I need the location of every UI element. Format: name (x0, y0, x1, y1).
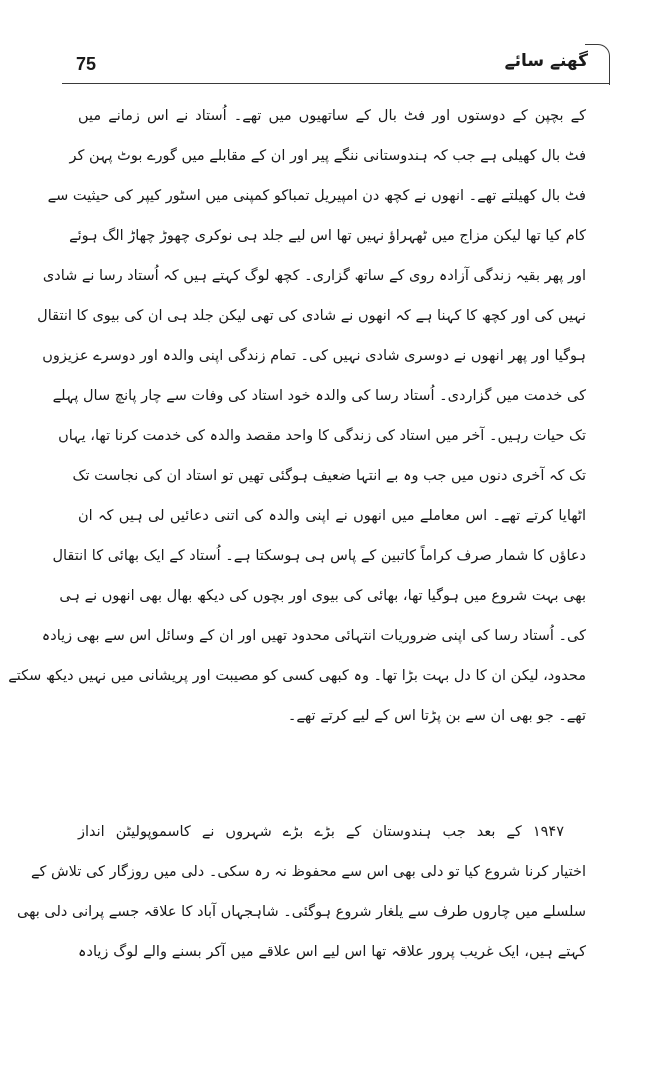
paragraph-1 (8, 96, 586, 736)
text-line: کے بچپن کے دوستوں اور فٹ بال کے ساتھیوں میں تھے۔ اُستاد نے اس زمانے میں (78, 108, 586, 124)
header-rule (62, 83, 610, 84)
text-line: فٹ بال کھیلتے تھے۔ انھوں نے کچھ دن امپیریل تمباکو کمپنی میں اسٹور کیپر کی حیثیت سے (47, 188, 586, 204)
text-line: ہوگیا اور پھر انھوں نے دوسری شادی نہیں کی۔ تمام زندگی اپنی والدہ اور دوسرے عزیزوں (42, 348, 586, 364)
page-header (62, 44, 610, 84)
paragraph-2 (17, 812, 586, 982)
header-flourish (585, 44, 610, 85)
running-title: گھنے سائے (504, 51, 588, 71)
text-line: کام کیا تھا لیکن مزاج میں ٹھہراؤ نہیں تھا اس لیے جلد ہی نوکری چھوڑ چھاڑ الگ ہوئے (69, 228, 586, 244)
text-line: کہتے ہیں، ایک غریب پرور علاقہ تھا اس لیے اس علاقے میں آکر بسنے والے لوگ زیادہ (78, 944, 586, 960)
text-line: اٹھایا کرتے تھے۔ اس معاملے میں انھوں نے اپنی والدہ کی اتنی دعائیں لی ہیں کہ ان (78, 508, 586, 524)
text-line: محدود، لیکن ان کا دل بہت بڑا تھا۔ وہ کبھی کسی کو مصیبت اور پریشانی میں نہیں دیکھ سکتے (8, 668, 586, 684)
text-line: سلسلے میں چاروں طرف سے یلغار شروع ہوگئی۔ شاہجہاں آباد کا علاقہ جسے پرانی دلی بھی (17, 904, 586, 920)
text-line: ۱۹۴۷ کے بعد جب ہندوستان کے بڑے بڑے شہروں نے کاسموپولیٹن انداز (78, 824, 564, 840)
text-line: تھے۔ جو بھی ان سے بن پڑتا اس کے لیے کرتے تھے۔ (287, 708, 586, 724)
text-line: کی۔ اُستاد رسا کی اپنی ضروریات انتہائی محدود تھیں اور ان کے وسائل اس سے بھی زیادہ (41, 628, 586, 644)
text-line: بھی بہت شروع میں ہوگیا تھا، بھائی کی بیوی اور بچوں کی دیکھ بھال بھی انھوں نے ہی (59, 588, 586, 604)
text-line: اختیار کرنا شروع کیا تو دلی بھی اس سے محفوظ نہ رہ سکی۔ دلی میں روزگار کی تلاش کے (30, 864, 586, 880)
text-line: کی خدمت میں گزاردی۔ اُستاد رسا کی والدہ خود استاد کی وفات سے چار پانچ سال پہلے (52, 388, 586, 404)
text-line: فٹ بال کھیلی ہے جب کہ ہندوستانی ننگے پیر اور ان کے مقابلے میں گورے بوٹ پہن کر (69, 148, 586, 164)
text-line: تک کہ آخری دنوں میں جب وہ بے انتہا ضعیف ہوگئی تھیں تو استاد ان کی نجاست تک (72, 468, 586, 484)
text-line: دعاؤں کا شمار صرف کراماً کاتبین کے پاس ہی ہوسکتا ہے۔ اُستاد کے ایک بھائی کا انتقال (52, 548, 586, 564)
page-number: 75 (76, 54, 97, 74)
text-line: اور پھر بقیہ زندگی آزادہ روی کے ساتھ گزاری۔ کچھ لوگ کہتے ہیں کہ اُستاد رسا نے شادی (42, 268, 586, 284)
text-line: نہیں کی اور کچھ کا کہنا ہے کہ انھوں نے شادی کی تھی لیکن جلد ہی ان کی بیوی کا انتقال (37, 308, 586, 324)
text-line: تک حیات رہیں۔ آخر میں استاد کی زندگی کا واحد مقصد والدہ کی خدمت کرنا تھا، یہاں (58, 428, 586, 444)
